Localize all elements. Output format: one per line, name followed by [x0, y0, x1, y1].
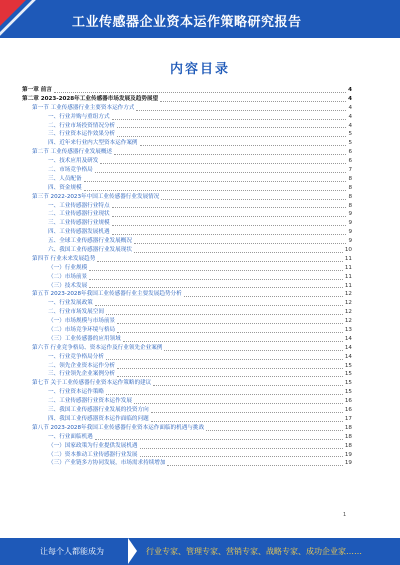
toc-leader-dots	[114, 154, 346, 155]
toc-entry-text: （二）资本推动工业传感器行业发展	[48, 451, 138, 458]
toc-entry[interactable]	[22, 335, 352, 344]
toc-leader-dots	[97, 261, 343, 262]
toc-entry-page: 11	[344, 255, 352, 262]
toc-entry[interactable]	[22, 175, 352, 184]
toc-entry-page: 17	[344, 415, 352, 422]
toc-leader-dots	[140, 145, 347, 146]
toc-leader-dots	[106, 359, 343, 360]
toc-entry-text: 一、行业面临机遇	[48, 433, 93, 440]
toc-leader-dots	[112, 234, 347, 235]
toc-entry-text: 三、人员配备	[48, 175, 82, 182]
toc-entry-page: 18	[344, 424, 352, 431]
toc-leader-dots	[153, 385, 343, 386]
toc-entry[interactable]	[22, 308, 352, 317]
toc-entry[interactable]	[22, 344, 352, 353]
toc-leader-dots	[89, 287, 343, 288]
toc-entry-page: 8	[348, 202, 352, 209]
toc-entry-page: 9	[348, 211, 352, 218]
toc-entry[interactable]	[22, 148, 352, 157]
toc-entry-text: 二、市场竞争格局	[48, 167, 93, 173]
toc-entry-page: 5	[348, 131, 352, 138]
toc-entry-page: 11	[344, 282, 352, 289]
toc-entry-page: 5	[348, 140, 352, 147]
toc-entry[interactable]	[22, 353, 352, 362]
toc-leader-dots	[54, 92, 346, 93]
corner-red-triangle	[0, 0, 26, 26]
toc-leader-dots	[167, 465, 342, 466]
toc-leader-dots	[84, 190, 347, 191]
toc-entry-page: 15	[344, 371, 352, 378]
toc-entry[interactable]	[22, 264, 352, 273]
footer-arrow-icon	[128, 538, 137, 564]
toc-entry[interactable]	[22, 130, 352, 139]
toc-entry[interactable]	[22, 219, 352, 228]
toc-entry-text: 第六节 行业竞争格局、资本运作及行业领先企业案例	[32, 344, 163, 351]
toc-entry-text: 二、行业市场投资情况分析	[48, 122, 116, 129]
toc-entry[interactable]	[22, 166, 352, 175]
page-number: 1	[343, 512, 347, 518]
toc-entry-text: 一、技术应用及研发	[48, 158, 99, 165]
toc-entry[interactable]	[22, 459, 352, 468]
toc-entry-text: 三、行业领先企业案例分析	[48, 371, 116, 378]
toc-entry-text: （二）市场前景	[48, 273, 88, 280]
toc-entry-page: 12	[344, 291, 352, 298]
footer-slogan-left: 让每个人都能成为	[40, 547, 104, 556]
toc-entry-text: （三）技术发展	[48, 282, 88, 289]
toc-entry-text: 第七节 关于工业传感器行业资本运作策略的建议	[32, 380, 152, 387]
toc-entry-text: （一）国家政策为行业提供发展机遇	[48, 442, 138, 449]
toc-leader-dots	[112, 207, 347, 208]
toc-entry[interactable]	[22, 379, 352, 388]
toc-entry-text: 三、工业传感器行业规模	[48, 220, 110, 227]
toc-entry-page: 14	[344, 335, 352, 342]
toc-leader-dots	[89, 270, 343, 271]
toc-entry[interactable]	[22, 424, 352, 433]
toc-leader-dots	[117, 136, 346, 137]
toc-entry-text: （三）产业链多方协同发展，市场需求持续增加	[48, 460, 166, 467]
toc-entry-text: （二）市场竞争环境与格局	[48, 327, 116, 334]
toc-leader-dots	[164, 350, 342, 351]
toc-leader-dots	[140, 448, 343, 449]
toc-entry-page: 15	[344, 362, 352, 369]
toc-entry-page: 18	[344, 433, 352, 440]
toc-entry-text: 第八节 2023-2028年我国工业传感器行业资本运作面临的机遇与挑战	[32, 424, 205, 431]
toc-entry-page: 11	[344, 273, 352, 280]
toc-entry-text: 二、工业传感器行业现状	[48, 211, 110, 218]
toc-entry[interactable]	[22, 406, 352, 415]
toc-entry[interactable]	[22, 193, 352, 202]
toc-leader-dots	[95, 305, 343, 306]
report-title: 工业传感器企业资本运作策略研究报告	[72, 15, 302, 30]
toc-entry-page: 14	[344, 353, 352, 360]
toc-heading: 内容目录	[169, 62, 230, 77]
toc-leader-dots	[112, 119, 347, 120]
toc-entry[interactable]	[22, 371, 352, 380]
toc-leader-dots	[112, 225, 347, 226]
toc-entry-text: 四、工业传感器发展机遇	[48, 229, 110, 236]
toc-leader-dots	[106, 394, 343, 395]
toc-entry-text: 第一章 前言	[22, 86, 52, 93]
toc-leader-dots	[134, 252, 343, 253]
toc-leader-dots	[112, 216, 347, 217]
toc-entry[interactable]	[22, 202, 352, 211]
toc-entry-text: 五、全球工业传感器行业发展概况	[48, 238, 132, 245]
toc-entry-page: 4	[348, 113, 352, 120]
toc-entry[interactable]	[22, 397, 352, 406]
toc-entry[interactable]	[22, 237, 352, 246]
toc-entry-page: 11	[344, 264, 352, 271]
toc-entry-page: 19	[344, 451, 352, 458]
toc-entry-text: 四、近年来行业内大型资本运作案例	[48, 140, 138, 147]
footer-slogan-right: 行业专家、管理专家、营销专家、战略专家、成功企业家……	[146, 547, 362, 556]
toc-entry-text: 一、行业竞争格局分析	[48, 353, 104, 360]
toc-entry[interactable]	[22, 255, 352, 264]
toc-entry-page: 8	[348, 193, 352, 200]
toc-entry[interactable]	[22, 95, 352, 104]
toc-entry-page: 13	[344, 327, 352, 334]
toc-entry-text: 二、领先企业资本运作分析	[48, 362, 116, 369]
toc-leader-dots	[95, 172, 347, 173]
toc-leader-dots	[117, 368, 343, 369]
toc-entry-text: 第二节 工业传感器行业发展概述	[32, 149, 113, 156]
toc-entry-text: 第四节 行业未来发展趋势	[32, 255, 96, 262]
toc-entry[interactable]	[22, 415, 352, 424]
toc-leader-dots	[151, 412, 343, 413]
toc-leader-dots	[117, 332, 343, 333]
toc-leader-dots	[161, 199, 346, 200]
toc-entry-text: 第五节 2023-2028年我国工业传感器行业主要发展趋势分析	[32, 291, 182, 298]
toc-entry-page: 14	[344, 344, 352, 351]
toc-leader-dots	[184, 296, 343, 297]
toc-entry-page: 8	[348, 184, 352, 191]
toc-entry[interactable]	[22, 104, 352, 113]
toc-entry-page: 9	[348, 220, 352, 227]
toc-entry-page: 15	[344, 389, 352, 396]
toc-entry-page: 9	[348, 229, 352, 236]
toc-entry[interactable]	[22, 139, 352, 148]
toc-entry[interactable]	[22, 290, 352, 299]
toc-leader-dots	[84, 181, 347, 182]
toc-entry[interactable]	[22, 184, 352, 193]
toc-entry-page: 9	[348, 238, 352, 245]
toc-entry-page: 19	[344, 460, 352, 467]
toc-entry-page: 4	[348, 122, 352, 129]
toc-entry-page: 16	[344, 398, 352, 405]
toc-entry-text: 第一节 工业传感器行业主要资本运作方式	[32, 104, 135, 111]
toc-entry[interactable]	[22, 451, 352, 460]
toc-entry-page: 15	[344, 380, 352, 387]
toc-entry-text: 第三节 2022-2023年中国工业传感器行业发展情况	[32, 193, 160, 200]
header-banner	[0, 0, 400, 38]
toc-entry[interactable]	[22, 433, 352, 442]
toc-entry[interactable]	[22, 326, 352, 335]
toc-leader-dots	[95, 439, 343, 440]
toc-entry-page: 16	[344, 407, 352, 414]
toc-entry-text: 一、行业并购与重组方式	[48, 113, 110, 120]
toc-entry-page: 6	[348, 158, 352, 165]
toc-entry-text: 一、行业资本运作策略	[48, 389, 104, 396]
toc-entry[interactable]	[22, 122, 352, 131]
toc-entry[interactable]	[22, 362, 352, 371]
toc-leader-dots	[106, 314, 343, 315]
toc-entry-text: （三）工业传感器的应用领域	[48, 335, 121, 342]
toc-entry-page: 4	[348, 95, 352, 102]
toc-entry[interactable]	[22, 388, 352, 397]
toc-entry-page: 8	[348, 175, 352, 182]
toc-entry-text: 一、行业发展政策	[48, 300, 93, 307]
toc-leader-dots	[123, 341, 343, 342]
toc-entry-text: （一）行业规模	[48, 264, 88, 271]
toc-entry-text: 三、我国工业传感器行业发展的投资方向	[48, 407, 149, 414]
toc-entry-page: 18	[344, 442, 352, 449]
toc-entry[interactable]	[22, 210, 352, 219]
toc-entry[interactable]	[22, 246, 352, 255]
toc-entry[interactable]	[22, 317, 352, 326]
toc-entry-text: 四、资金规模	[48, 184, 82, 191]
toc-entry-text: 二、行业市场发展空间	[48, 309, 104, 316]
toc-entry-text: 三、行业资本运作效果分析	[48, 131, 116, 138]
toc-entry-page: 4	[348, 104, 352, 111]
toc-entry-text: 四、我国工业传感器资本运作面临的问题	[48, 415, 149, 422]
toc-entry[interactable]	[22, 157, 352, 166]
toc-entry-page: 4	[348, 86, 352, 93]
toc-entry[interactable]	[22, 299, 352, 308]
toc-entry-page: 12	[344, 309, 352, 316]
toc-entry-page: 10	[344, 247, 352, 254]
toc-leader-dots	[151, 421, 343, 422]
toc-leader-dots	[136, 110, 346, 111]
toc-leader-dots	[117, 127, 346, 128]
toc-entry-page: 12	[344, 300, 352, 307]
toc-entry[interactable]	[22, 442, 352, 451]
toc-leader-dots	[117, 376, 343, 377]
toc-entry-text: 第二章 2023-2028年工业传感器市场发展及趋势展望	[22, 95, 159, 102]
toc-leader-dots	[160, 101, 346, 102]
toc-leader-dots	[140, 456, 343, 457]
toc-entry[interactable]	[22, 273, 352, 282]
table-of-contents	[22, 86, 352, 468]
toc-leader-dots	[134, 243, 347, 244]
toc-entry[interactable]	[22, 86, 352, 95]
toc-entry[interactable]	[22, 228, 352, 237]
toc-entry-text: 二、工业传感器行业资本运作发展	[48, 398, 132, 405]
toc-leader-dots	[89, 279, 343, 280]
toc-entry-page: 6	[348, 149, 352, 156]
toc-entry-text: 六、我国工业传感器行业发展现状	[48, 247, 132, 254]
toc-leader-dots	[100, 163, 346, 164]
toc-leader-dots	[117, 323, 343, 324]
toc-entry[interactable]	[22, 113, 352, 122]
toc-entry-page: 7	[348, 167, 352, 173]
toc-entry-page: 12	[344, 318, 352, 325]
toc-leader-dots	[206, 430, 343, 431]
footer-banner	[0, 538, 400, 565]
toc-entry-text: 一、工业传感器行业特点	[48, 202, 110, 209]
toc-entry-text: （一）市场规模与市场前景	[48, 318, 116, 325]
toc-entry[interactable]	[22, 282, 352, 291]
toc-leader-dots	[134, 403, 343, 404]
